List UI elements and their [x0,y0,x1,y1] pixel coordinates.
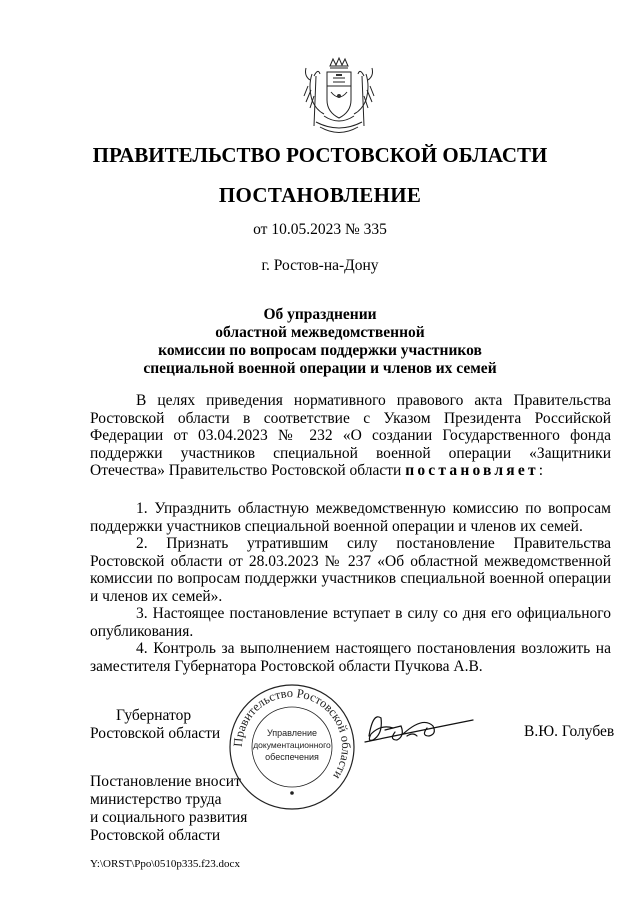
introduced-by [90,773,247,845]
city: г. Ростов-на-Дону [261,257,379,274]
document-type: ПОСТАНОВЛЕНИЕ [218,183,422,207]
preamble-colon: : [538,462,544,479]
decree-items [90,500,611,675]
signatory-name: В.Ю. Голубев [524,723,615,740]
introduced-line: министерство труда [90,791,222,808]
date-and-number: от 10.05.2023 № 335 [253,221,387,238]
stamp-ring-text: Правительство Ростовской области [230,685,354,782]
introduced-line: Ростовской области [90,827,221,844]
subject-line: специальной военной операции и членов их семей [143,360,497,377]
preamble-verb: постановляет [405,462,539,479]
subject-line: Об упразднении [263,306,377,323]
decree-item: 4. Контроль за выполнением настоящего постановления возложить на заместителя Губернатора Ростовской области Пучкова А.В. [90,640,611,675]
coat-of-arms-icon [300,56,378,140]
subject-line: областной межведомственной [215,324,425,341]
document-subject [0,306,640,378]
signatory-position [90,707,220,743]
stamp-center-line: Управление [266,728,318,738]
subject-line: комиссии по вопросам поддержки участников [158,342,482,359]
decree-item: 3. Настоящее постановление вступает в силу со дня его официального опубликования. [90,605,611,640]
preamble-paragraph [90,392,611,480]
introduced-line: Постановление вносит [90,773,241,790]
decree-item: 1. Упразднить областную межведомственную комиссию по вопросам поддержки участников специальной военной операции и членов их семей. [90,500,611,535]
decree-item: 2. Признать утратившим силу постановление Правительства Ростовской области от 28.03.2023 № 237 «Об областной межведомственной комиссии по вопросам поддержки участников специальной военной операции и членов их семей». [90,535,611,605]
file-path: Y:\ORST\Ppo\0510p335.f23.docx [90,858,240,870]
handwritten-signature [363,706,481,752]
government-title: ПРАВИТЕЛЬСТВО РОСТОВСКОЙ ОБЛАСТИ [92,143,548,167]
introduced-line: и социального развития [90,809,248,826]
position-line: Губернатор [116,707,192,724]
preamble-text: В целях приведения нормативного правового акта Правительства Ростовской области в соответствие с Указом Президента Российской Федерации от 03.04.2023 № 232 «О создании Государственного фонда поддержки участников специальной военной операции «Защитники Отечества» Правительство Ростовской области [90,392,611,479]
position-line: Ростовской области [90,725,221,742]
stamp-center-line: обеспечения [265,752,319,762]
stamp-center-line: документационного [253,740,331,750]
